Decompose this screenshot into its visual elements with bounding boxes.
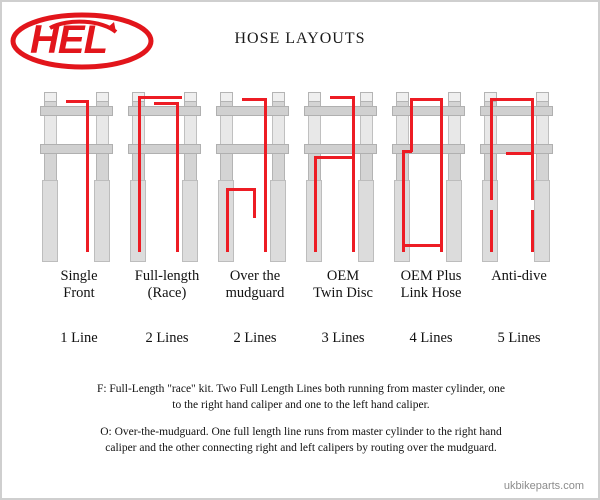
bottom-yoke [304, 144, 377, 154]
label-layout-1 [31, 268, 127, 301]
fork-cap-right [272, 92, 285, 102]
layout-diagram-oem-twin-disc [300, 92, 386, 262]
label-layout-5-line2: Link Hose [400, 284, 462, 301]
fork-illustration [36, 92, 122, 262]
note-over-mudguard [40, 425, 562, 456]
page-title: HOSE LAYOUTS [234, 30, 366, 47]
label-layout-2 [119, 268, 215, 301]
label-layout-3-line2: mudguard [225, 284, 285, 301]
layout-diagram-anti-dive [476, 92, 562, 262]
fork-cap-left [396, 92, 409, 102]
fork-slider-right [182, 180, 198, 262]
hose-line-1-vertical-right [440, 98, 443, 252]
fork-cap-left [44, 92, 57, 102]
hose-anti-dive-right-upper [531, 154, 534, 200]
fork-illustration [388, 92, 474, 262]
fork-cap-right [448, 92, 461, 102]
note-full-length-line2: to the right hand caliper and one to the left hand caliper. [172, 398, 430, 411]
hose-line-3-vertical-right [352, 156, 355, 252]
fork-slider-right [94, 180, 110, 262]
label-layout-4 [295, 268, 391, 301]
fork-illustration [124, 92, 210, 262]
fork-cap-left [220, 92, 233, 102]
hose-line-2-vertical-right [531, 98, 534, 154]
note-full-length [40, 382, 562, 413]
hose-splitter-crossover [314, 156, 355, 159]
hose-line-1-vertical [352, 96, 355, 158]
notes-section [40, 382, 562, 468]
top-yoke [392, 106, 465, 116]
hose-line-2-vertical [410, 98, 413, 152]
hose-line-1-top [410, 98, 443, 101]
label-layout-2-line2: (Race) [147, 284, 187, 301]
hose-line-1-vertical-left [138, 96, 141, 252]
fork-cap-right [184, 92, 197, 102]
hose-link-vertical-right [253, 188, 256, 218]
count-layout-6: 5 Lines [497, 330, 541, 346]
count-layout-5: 4 Lines [409, 330, 453, 346]
hose-link-vertical-left [226, 188, 229, 252]
label-layout-3 [207, 268, 303, 301]
hose-line-1-vertical [86, 100, 89, 252]
fork-illustration [212, 92, 298, 262]
label-layout-1-line1: Single [60, 268, 98, 284]
layout-diagram-oem-plus-link-hose [388, 92, 474, 262]
layout-diagram-single-front [36, 92, 122, 262]
fork-cap-right [360, 92, 373, 102]
fork-illustration [300, 92, 386, 262]
top-yoke [304, 106, 377, 116]
hose-anti-dive-left-lower [490, 210, 493, 252]
hose-anti-dive-right-lower [531, 210, 534, 252]
hose-anti-dive-crossover [506, 152, 532, 155]
fork-slider-right [270, 180, 286, 262]
label-layout-6-line1: Anti-dive [491, 268, 547, 284]
hose-line-2-vertical-left [314, 156, 317, 252]
fork-slider-right [358, 180, 374, 262]
layout-diagram-over-the-mudguard [212, 92, 298, 262]
hose-line-1-top [490, 98, 534, 101]
fork-illustration [476, 92, 562, 262]
label-layout-5-line1: OEM Plus [400, 268, 462, 284]
count-layout-3: 2 Lines [233, 330, 277, 346]
hose-link-over-mudguard [226, 188, 256, 191]
count-layout-1: 1 Line [60, 330, 98, 346]
label-layout-2-line1: Full-length [134, 268, 200, 284]
hose-line-2-vertical-left [402, 150, 405, 252]
label-layout-4-line1: OEM [326, 268, 360, 284]
layout-diagram-full-length-race [124, 92, 210, 262]
bottom-yoke [216, 144, 289, 154]
label-layout-6 [471, 268, 567, 285]
note-over-mudguard-line1: O: Over-the-mudguard. One full length line runs from master cylinder to the right hand [100, 426, 502, 439]
fork-cap-left [308, 92, 321, 102]
hose-line-2-vertical-right [176, 102, 179, 252]
note-full-length-line1: F: Full-Length "race" kit. Two Full Length Lines both running from master cylinder, one [96, 383, 506, 395]
label-layout-4-line2: Twin Disc [313, 284, 373, 301]
count-layout-2: 2 Lines [145, 330, 189, 346]
fork-slider-right [534, 180, 550, 262]
fork-slider-right [446, 180, 462, 262]
label-layout-1-line2: Front [63, 284, 95, 301]
top-yoke [216, 106, 289, 116]
bottom-yoke [40, 144, 113, 154]
note-over-mudguard-line2: caliper and the other connecting right and left calipers by routing over the mudguard. [105, 441, 497, 454]
label-layout-5 [383, 268, 479, 301]
hose-anti-dive-left-upper [490, 154, 493, 200]
label-layout-3-line1: Over the [229, 268, 281, 284]
hose-line-1-vertical-left [490, 98, 493, 154]
watermark: ukbikeparts.com [503, 480, 584, 492]
top-yoke [40, 106, 113, 116]
fork-slider-left [42, 180, 58, 262]
fork-cap-right [536, 92, 549, 102]
hose-line-1-vertical-right [264, 98, 267, 252]
fork-cap-right [96, 92, 109, 102]
logo-text: HEL [30, 18, 107, 62]
hose-link-across-calipers [402, 244, 443, 247]
count-layout-4: 3 Lines [321, 330, 365, 346]
hose-line-1-top [138, 96, 182, 99]
